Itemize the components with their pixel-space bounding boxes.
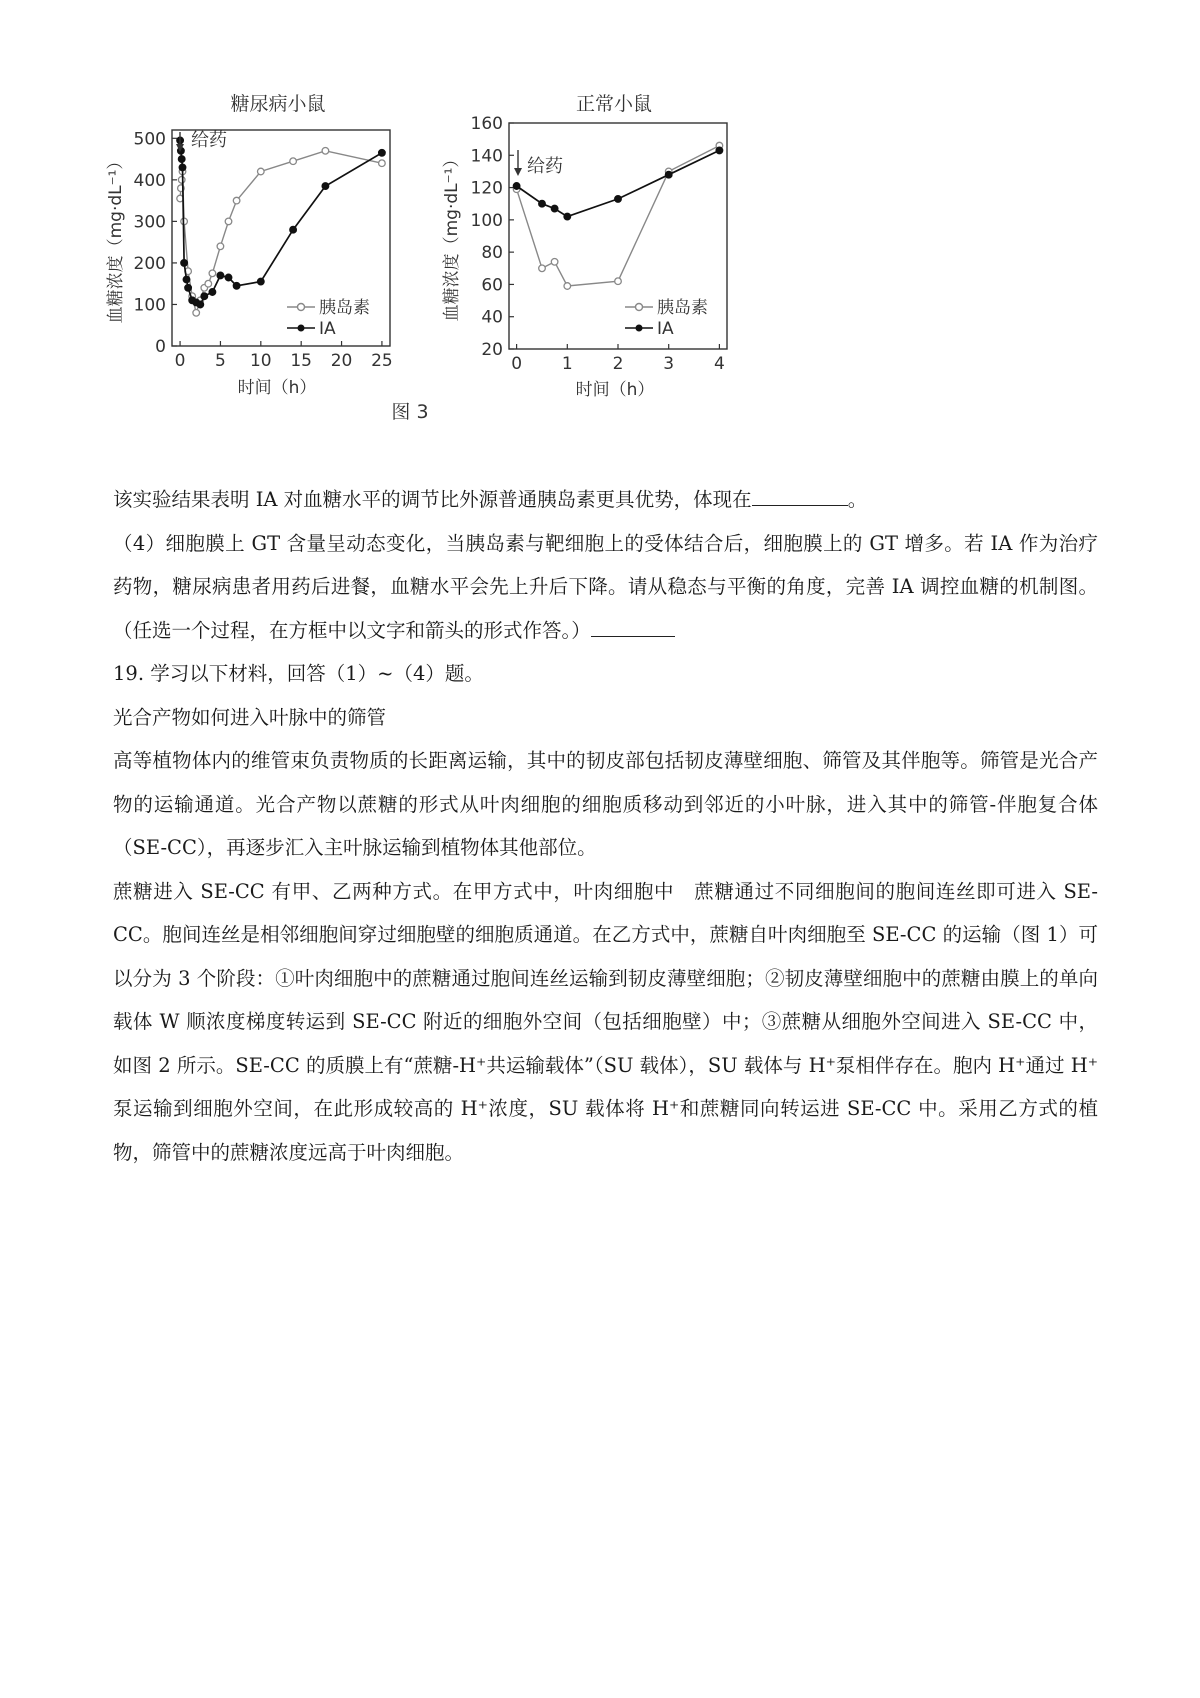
y-axis-title-left: 血糖浓度（mg·dL⁻¹） xyxy=(106,152,126,324)
y-tick-label: 0 xyxy=(155,337,166,357)
paragraph-result-end: 。 xyxy=(847,488,868,511)
y-tick-label: 200 xyxy=(133,253,166,274)
data-point-ia xyxy=(183,276,190,283)
dosing-annotation-left: 给药 xyxy=(191,130,227,151)
data-point-insulin xyxy=(379,160,386,167)
data-point-ia xyxy=(716,147,723,154)
y-tick-label: 20 xyxy=(481,340,503,360)
y-tick-label: 400 xyxy=(133,170,166,191)
data-point-ia xyxy=(201,293,208,300)
data-point-ia xyxy=(513,183,520,190)
answer-blank-2 xyxy=(591,635,675,637)
data-point-insulin xyxy=(205,280,212,287)
legend-marker-ia-right xyxy=(636,325,643,332)
x-tick-label: 20 xyxy=(330,351,353,371)
data-point-ia xyxy=(615,196,622,203)
data-point-ia xyxy=(217,272,224,279)
x-tick-label: 2 xyxy=(612,354,624,374)
data-point-ia xyxy=(233,283,240,290)
chart-normal-mice xyxy=(442,93,727,400)
x-axis-title-right: 时间（h） xyxy=(575,380,655,400)
data-point-insulin xyxy=(322,148,329,155)
data-point-insulin xyxy=(225,218,232,225)
answer-blank-1 xyxy=(752,504,848,506)
x-tick-label: 0 xyxy=(174,351,186,371)
legend-label-ia-left: IA xyxy=(319,319,336,339)
legend-right xyxy=(625,298,708,339)
data-point-ia xyxy=(539,200,546,207)
data-point-insulin xyxy=(539,265,546,272)
data-point-ia xyxy=(197,301,204,308)
legend-label-ia-right: IA xyxy=(657,319,674,339)
data-point-ia xyxy=(258,278,265,285)
x-tick-label: 10 xyxy=(249,351,272,371)
chart-diabetic-mice xyxy=(106,93,393,398)
data-point-ia xyxy=(379,150,386,157)
figure-caption: 图 3 xyxy=(391,401,429,423)
data-point-ia xyxy=(551,205,558,212)
legend-left xyxy=(287,298,370,339)
data-point-ia xyxy=(209,289,216,296)
x-tick-label: 5 xyxy=(215,351,226,371)
data-point-insulin xyxy=(217,243,224,250)
x-axis-title-left: 时间（h） xyxy=(237,378,317,398)
data-point-ia xyxy=(665,171,672,178)
legend-label-insulin-right: 胰岛素 xyxy=(657,298,708,318)
dosing-annotation-right: 给药 xyxy=(527,156,563,177)
series-line-insulin xyxy=(180,151,382,313)
y-tick-label: 500 xyxy=(133,129,166,150)
data-point-ia xyxy=(185,285,192,292)
data-point-insulin xyxy=(615,278,622,285)
data-point-insulin xyxy=(564,283,571,290)
data-point-ia xyxy=(290,226,297,233)
y-tick-label: 140 xyxy=(470,146,503,167)
data-point-ia xyxy=(225,274,232,281)
paragraph-result xyxy=(113,478,1098,522)
data-point-ia xyxy=(564,213,571,220)
data-point-ia xyxy=(322,183,329,190)
left-chart-series xyxy=(177,137,385,316)
figure-3 xyxy=(105,88,825,468)
x-tick-label: 4 xyxy=(713,354,725,374)
y-tick-label: 120 xyxy=(470,178,503,199)
data-point-insulin xyxy=(290,158,297,165)
chart-title-normal: 正常小鼠 xyxy=(575,93,653,115)
data-point-insulin xyxy=(551,259,558,266)
data-point-ia xyxy=(179,164,186,171)
material-paragraph-2: 蔗糖进入 SE-CC 有甲、乙两种方式。在甲方式中，叶肉细胞中 蔗糖通过不同细胞间的胞间连丝即可进入 SE-CC。胞间连丝是相邻细胞间穿过细胞壁的细胞质通道。在乙方式中，蔗糖自叶肉细胞至 SE-CC 的运输（图 1）可以分为 3 个阶段：①叶肉细胞中的蔗糖通过胞间连丝运输到韧皮薄壁细胞；②韧皮薄壁细胞中的蔗糖由膜上的单向载体 W 顺浓度梯度转运到 SE-CC 附近的细胞外空间（包括细胞壁）中；③蔗糖从细胞外空间进入 SE-CC 中，如图 2 所示。SE-CC 的质膜上有“蔗糖-H⁺共运输载体”（SU 载体），SU 载体与 H⁺泵相伴存在。胞内 H⁺通过 H⁺泵运输到细胞外空间，在此形成较高的 H⁺浓度，SU 载体将 H⁺和蔗糖同向转运进 SE-CC 中。采用乙方式的植物，筛管中的蔗糖浓度远高于叶肉细胞。 xyxy=(113,879,1098,1164)
x-tick-label: 0 xyxy=(511,354,523,374)
question-4 xyxy=(113,522,1098,653)
y-tick-label: 80 xyxy=(481,243,503,264)
y-tick-label: 300 xyxy=(133,212,166,233)
x-tick-label: 1 xyxy=(561,354,573,374)
legend-label-insulin-left: 胰岛素 xyxy=(319,298,370,318)
legend-marker-ia-left xyxy=(298,325,305,332)
chart-title-diabetic: 糖尿病小鼠 xyxy=(230,93,326,115)
y-tick-label: 160 xyxy=(470,114,503,134)
data-point-insulin xyxy=(233,197,240,204)
figure-3-svg xyxy=(105,88,825,468)
y-tick-label: 100 xyxy=(133,295,166,316)
article-text xyxy=(113,478,1098,1174)
data-point-insulin xyxy=(178,177,185,184)
material-paragraph-1: 高等植物体内的维管束负责物质的长距离运输，其中的韧皮部包括韧皮薄壁细胞、筛管及其伴胞等。筛管是光合产物的运输通道。光合产物以蔗糖的形式从叶肉细胞的细胞质移动到邻近的小叶脉，进入其中的筛管-伴胞复合体（SE-CC），再逐步汇入主叶脉运输到植物体其他部位。 xyxy=(113,749,1098,859)
data-point-ia xyxy=(181,260,188,267)
data-point-insulin xyxy=(193,310,200,317)
dosing-arrowhead-right xyxy=(514,168,522,176)
y-tick-label: 100 xyxy=(470,210,503,231)
data-point-insulin xyxy=(209,270,216,277)
legend-marker-insulin-right xyxy=(636,304,643,311)
data-point-insulin xyxy=(258,168,265,175)
y-tick-label: 40 xyxy=(481,307,503,328)
x-tick-label: 25 xyxy=(371,351,393,371)
x-tick-label: 15 xyxy=(290,351,313,371)
data-point-ia xyxy=(178,156,185,163)
y-axis-title-right: 血糖浓度（mg·dL⁻¹） xyxy=(442,150,462,322)
paragraph-result-text: 该实验结果表明 IA 对血糖水平的调节比外源普通胰岛素更具优势，体现在 xyxy=(113,488,752,511)
y-tick-label: 60 xyxy=(481,275,503,296)
legend-marker-insulin-left xyxy=(298,304,305,311)
question-4-text: （4）细胞膜上 GT 含量呈动态变化，当胰岛素与靶细胞上的受体结合后，细胞膜上的 GT 增多。若 IA 作为治疗药物，糖尿病患者用药后进餐，血糖水平会先上升后下降。请从稳态与平衡的角度，完善 IA 调控血糖的机制图。（任选一个过程，在方框中以文字和箭头的形式作答。） xyxy=(113,531,1098,642)
question-19-heading: 19. 学习以下材料，回答（1）~（4）题。 xyxy=(113,662,484,685)
material-title: 光合产物如何进入叶脉中的筛管 xyxy=(113,705,387,729)
x-tick-label: 3 xyxy=(663,354,675,374)
